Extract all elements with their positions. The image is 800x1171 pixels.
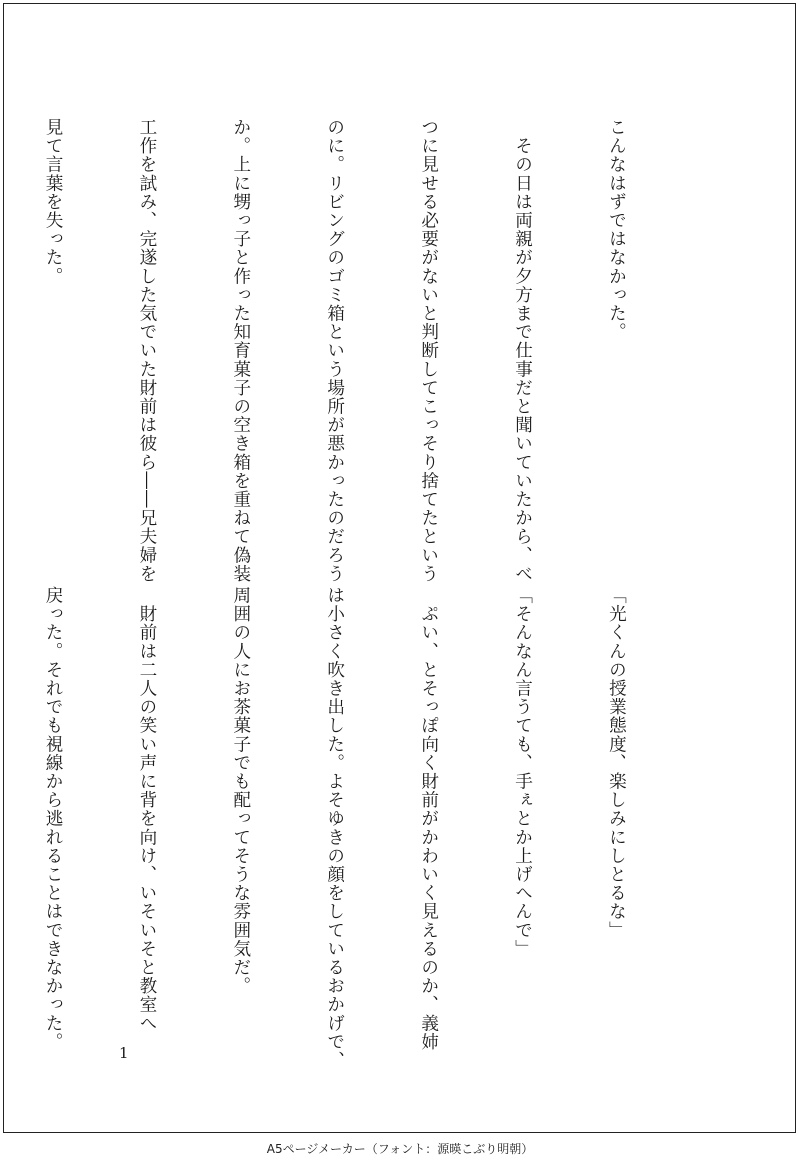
text-column-bottom	[43, 586, 694, 1070]
paragraph-line: 見て言葉を失った。	[43, 118, 64, 286]
paragraph-line: か。上に甥っ子と作った知育菓子の空き箱を重ねて偽装	[230, 118, 251, 583]
page-number: 1	[119, 1044, 129, 1062]
paragraph-line: つに見せる必要がないと判断してこっそり捨てたという	[418, 118, 439, 583]
paragraph-line: は小さく吹き出した。よそゆきの顔をしているおかげで、	[324, 586, 345, 1070]
paragraph-line: その日は両親が夕方まで仕事だと聞いていたから、べ	[512, 118, 533, 583]
manuscript-page	[3, 3, 796, 1133]
paragraph-line: こんなはずではなかった。	[606, 118, 627, 342]
text-column-top	[43, 118, 694, 583]
paragraph-line: ぷい、とそっぽ向く財前がかわいく見えるのか、義姉	[418, 586, 439, 1051]
paragraph-line: 「そんなん言うても、手ぇとか上げへんで」	[512, 586, 533, 958]
paragraph-line: 「光くんの授業態度、楽しみにしとるな」	[606, 586, 627, 940]
paragraph-line: 戻った。それでも視線から逃れることはできなかった。	[43, 586, 64, 1051]
footer-credit: A5ページメーカー（フォント：源暎こぶり明朝）	[266, 1142, 534, 1156]
paragraph-line: のに。リビングのゴミ箱という場所が悪かったのだろう	[324, 118, 345, 583]
paragraph-line: 周囲の人にお茶菓子でも配ってそうな雰囲気だ。	[230, 586, 251, 996]
paragraph-line: 工作を試み、完遂した気でいた財前は彼ら――兄夫婦を	[136, 118, 157, 583]
paragraph-line: 財前は二人の笑い声に背を向け、いそいそと教室へ	[136, 586, 157, 1033]
